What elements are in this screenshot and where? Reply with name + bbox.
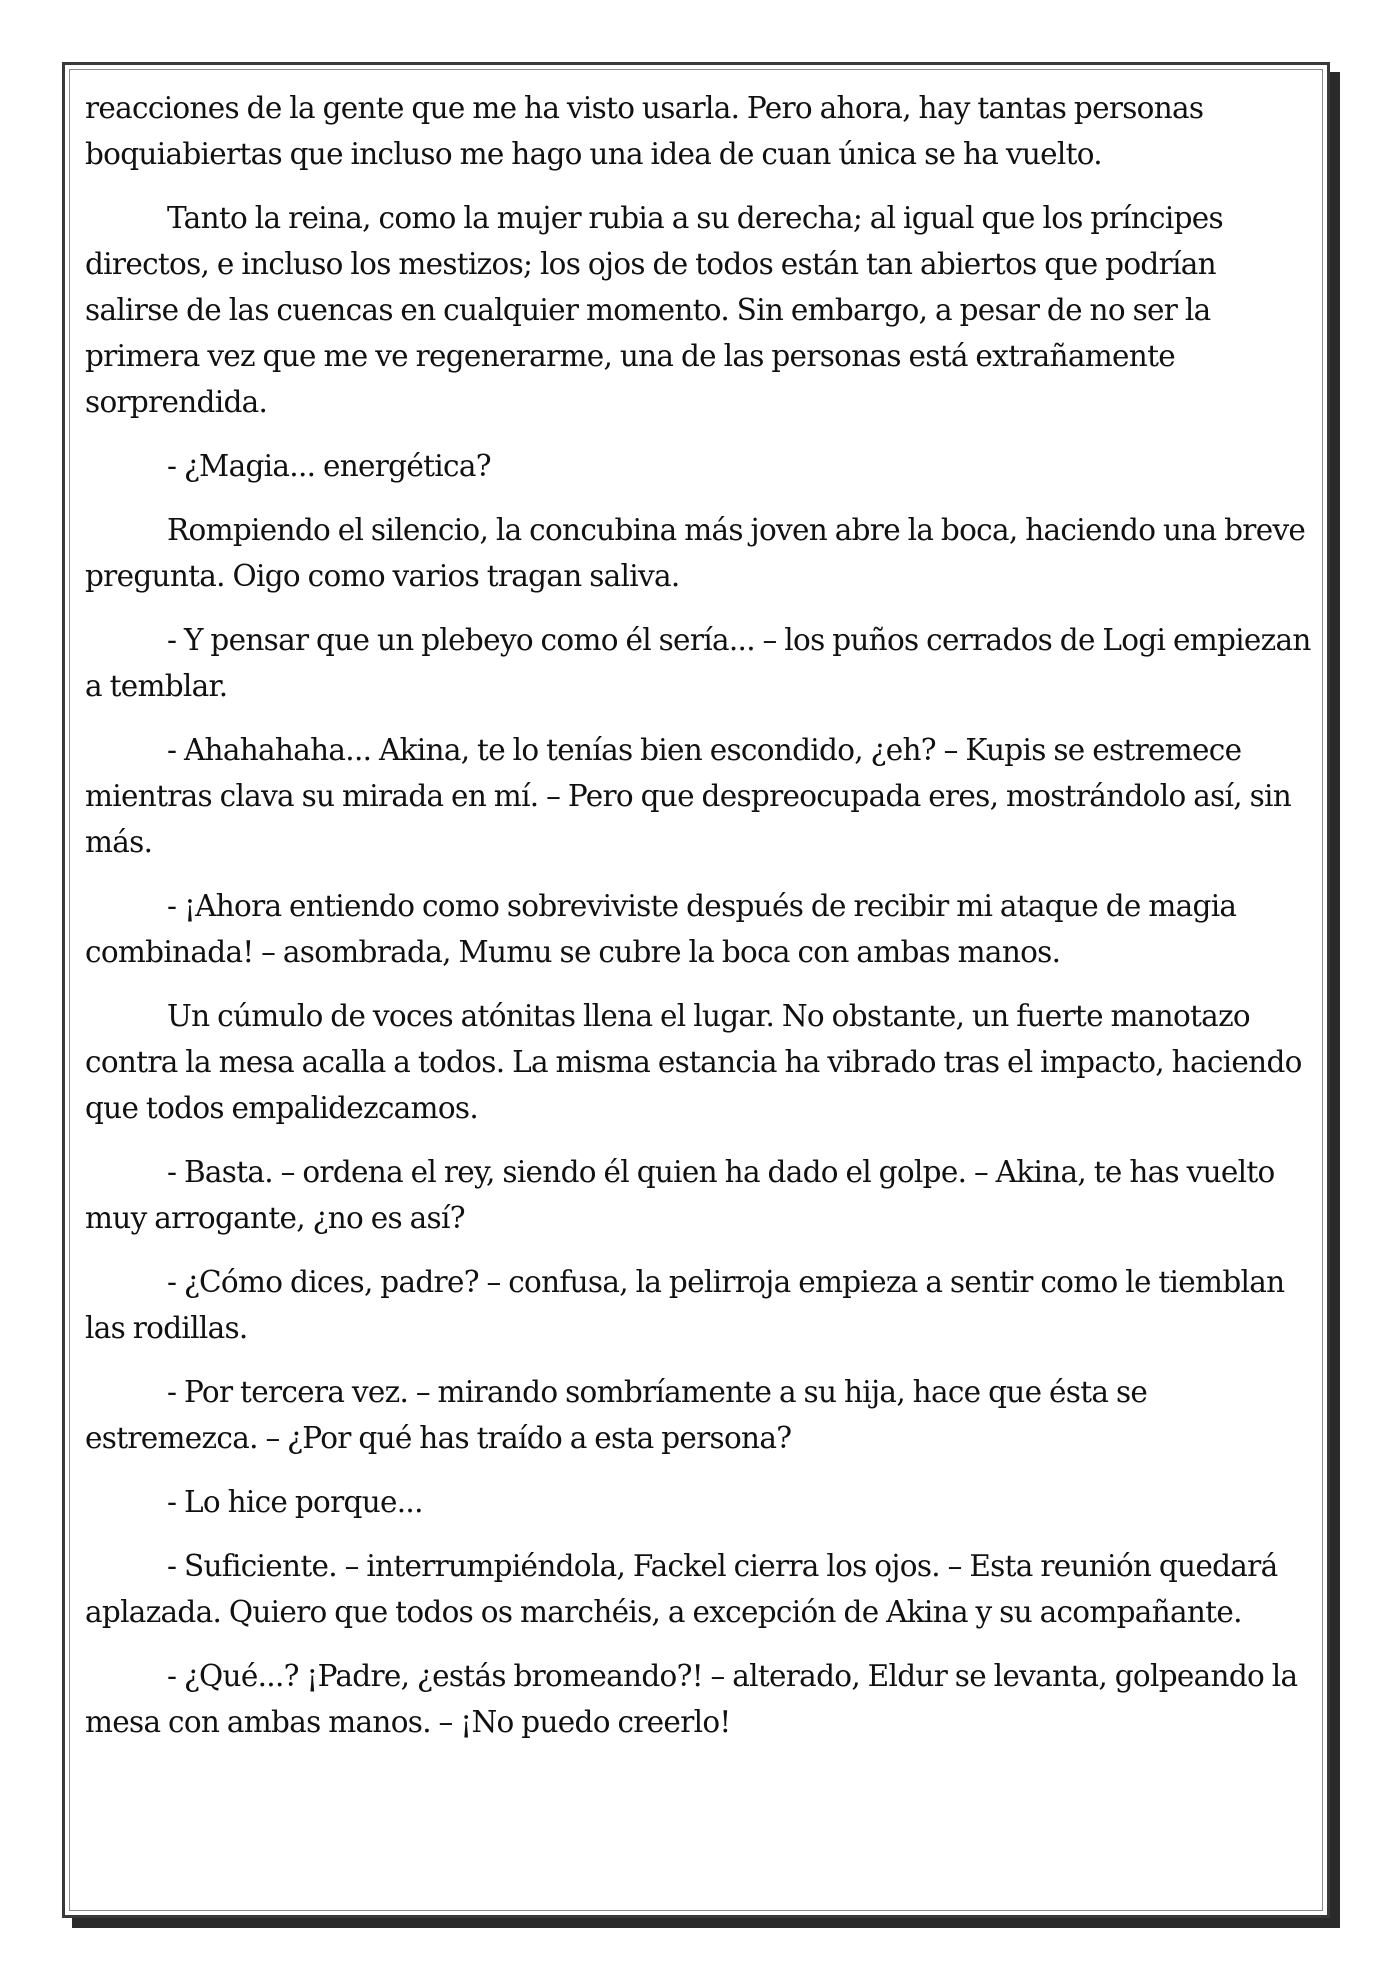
paragraph: - Y pensar que un plebeyo como él sería... – los puños cerrados de Logi empiezan a temblar.	[85, 623, 1311, 703]
paragraph: Rompiendo el silencio, la concubina más joven abre la boca, haciendo una breve pregunta. Oigo como varios tragan saliva.	[85, 513, 1306, 593]
paragraph: - ¿Magia... energética?	[167, 449, 491, 483]
paragraph: reacciones de la gente que me ha visto usarla. Pero ahora, hay tantas personas boquiabiertas que incluso me hago una idea de cuan única se ha vuelto.	[85, 91, 1204, 171]
document-body	[85, 85, 1315, 1763]
paragraph: - Suficiente. – interrumpiéndola, Fackel cierra los ojos. – Esta reunión quedará aplazada. Quiero que todos os marchéis, a excepción de Akina y su acompañante.	[85, 1549, 1278, 1629]
paragraph: - Basta. – ordena el rey, siendo él quien ha dado el golpe. – Akina, te has vuelto muy arrogante, ¿no es así?	[85, 1155, 1275, 1235]
paragraph: - Por tercera vez. – mirando sombríamente a su hija, hace que ésta se estremezca. – ¿Por qué has traído a esta persona?	[85, 1375, 1148, 1455]
paragraph: - ¿Qué...? ¡Padre, ¿estás bromeando?! – alterado, Eldur se levanta, golpeando la mesa con ambas manos. – ¡No puedo creerlo!	[85, 1659, 1298, 1739]
paragraph: - ¡Ahora entiendo como sobreviviste después de recibir mi ataque de magia combinada! – asombrada, Mumu se cubre la boca con ambas manos.	[85, 889, 1237, 969]
paragraph: - ¿Cómo dices, padre? – confusa, la pelirroja empieza a sentir como le tiemblan las rodillas.	[85, 1265, 1285, 1345]
paragraph: - Ahahahaha... Akina, te lo tenías bien escondido, ¿eh? – Kupis se estremece mientras clava su mirada en mí. – Pero que despreocupada eres, mostrándolo así, sin más.	[85, 733, 1292, 859]
paragraph: Tanto la reina, como la mujer rubia a su derecha; al igual que los príncipes directos, e incluso los mestizos; los ojos de todos están tan abiertos que podrían salirse de las cuencas en cualquier momento. Sin embargo, a pesar de no ser la primera vez que me ve regenerarme, una de las personas está extrañamente sorprendida.	[85, 201, 1223, 419]
page-frame	[62, 62, 1330, 1918]
paragraph: Un cúmulo de voces atónitas llena el lugar. No obstante, un fuerte manotazo contra la mesa acalla a todos. La misma estancia ha vibrado tras el impacto, haciendo que todos empalidezcamos.	[85, 999, 1302, 1125]
paragraph: - Lo hice porque...	[167, 1485, 423, 1519]
